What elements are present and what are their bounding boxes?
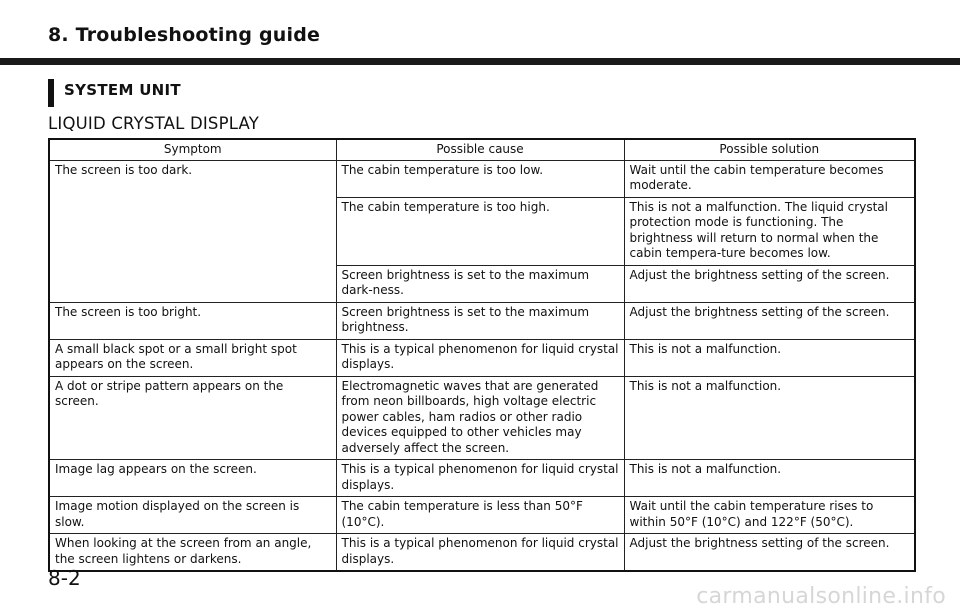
subsection-title: LIQUID CRYSTAL DISPLAY: [48, 114, 259, 133]
cause-cell: The cabin temperature is too high.: [336, 197, 624, 265]
cause-cell: Screen brightness is set to the maximum brightness.: [336, 302, 624, 339]
section-title: SYSTEM UNIT: [64, 81, 181, 99]
column-header-symptom: Symptom: [49, 139, 336, 160]
table-row: [49, 497, 915, 534]
header-rule: [0, 58, 960, 65]
solution-cell: Wait until the cabin temperature rises to within 50°F (10°C) and 122°F (50°C).: [624, 497, 915, 534]
column-header-cause: Possible cause: [336, 139, 624, 160]
table-row: [49, 302, 915, 339]
cause-cell: This is a typical phenomenon for liquid crystal displays.: [336, 534, 624, 572]
cause-cell: This is a typical phenomenon for liquid crystal displays.: [336, 460, 624, 497]
troubleshooting-table: [48, 138, 916, 572]
cause-cell: This is a typical phenomenon for liquid crystal displays.: [336, 339, 624, 376]
table-row: [49, 460, 915, 497]
table-row: [49, 376, 915, 460]
solution-cell: This is not a malfunction.: [624, 376, 915, 460]
cause-cell: The cabin temperature is too low.: [336, 160, 624, 197]
symptom-cell: A small black spot or a small bright spot appears on the screen.: [49, 339, 336, 376]
solution-cell: This is not a malfunction. The liquid crystal protection mode is functioning. The brightness will return to normal when the cabin tempera-ture becomes low.: [624, 197, 915, 265]
cause-cell: Screen brightness is set to the maximum dark-ness.: [336, 265, 624, 302]
solution-cell: Adjust the brightness setting of the screen.: [624, 534, 915, 572]
symptom-cell: The screen is too dark.: [49, 160, 336, 302]
table-header-row: [49, 139, 915, 160]
chapter-title: 8. Troubleshooting guide: [48, 24, 321, 46]
symptom-cell: A dot or stripe pattern appears on the screen.: [49, 376, 336, 460]
solution-cell: Wait until the cabin temperature becomes moderate.: [624, 160, 915, 197]
solution-cell: This is not a malfunction.: [624, 339, 915, 376]
cause-cell: The cabin temperature is less than 50°F (10°C).: [336, 497, 624, 534]
symptom-cell: Image motion displayed on the screen is slow.: [49, 497, 336, 534]
symptom-cell: The screen is too bright.: [49, 302, 336, 339]
watermark: carmanualsonline.info: [696, 584, 946, 609]
table-row: [49, 534, 915, 572]
solution-cell: Adjust the brightness setting of the screen.: [624, 302, 915, 339]
solution-cell: This is not a malfunction.: [624, 460, 915, 497]
cause-cell: Electromagnetic waves that are generated from neon billboards, high voltage electric power cables, ham radios or other radio devices equipped to other vehicles may adversely affect the screen.: [336, 376, 624, 460]
page-number: 8-2: [48, 566, 81, 590]
table-row: [49, 339, 915, 376]
solution-cell: Adjust the brightness setting of the screen.: [624, 265, 915, 302]
section-marker-bar: [48, 79, 54, 107]
table-row: [49, 160, 915, 197]
symptom-cell: When looking at the screen from an angle, the screen lightens or darkens.: [49, 534, 336, 572]
symptom-cell: Image lag appears on the screen.: [49, 460, 336, 497]
column-header-solution: Possible solution: [624, 139, 915, 160]
